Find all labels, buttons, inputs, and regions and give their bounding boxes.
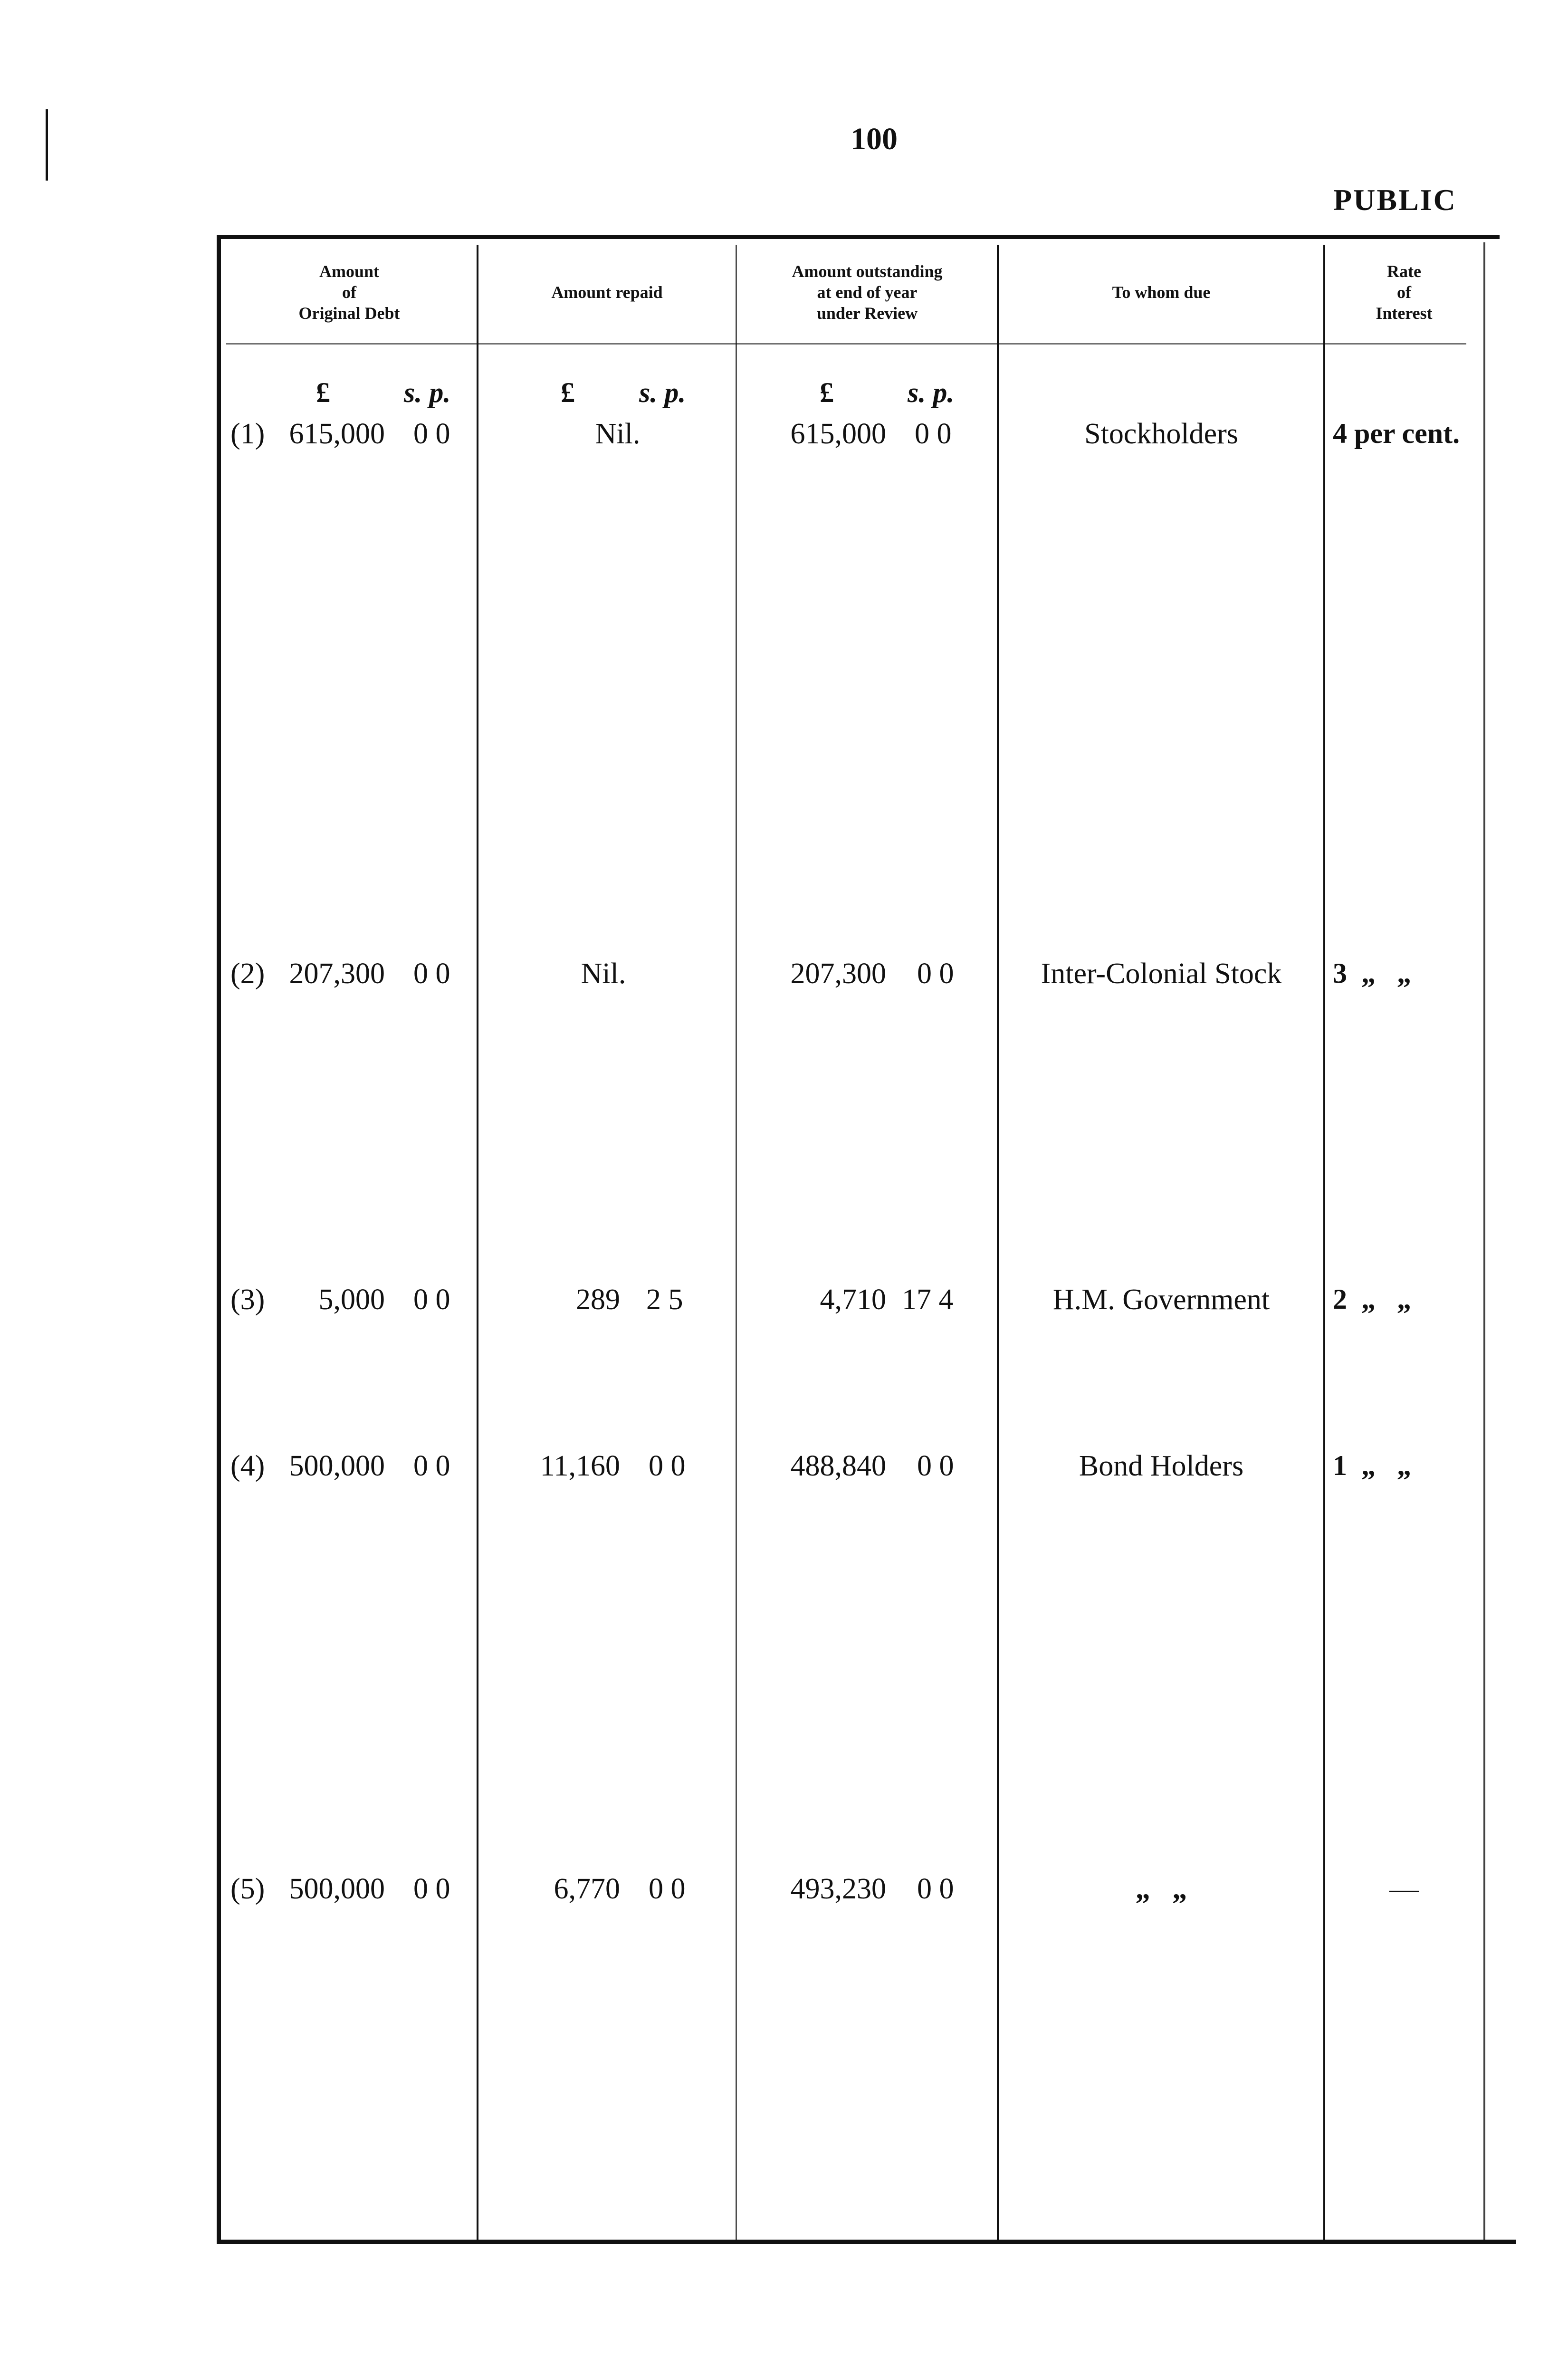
margin-mark (46, 109, 48, 181)
row-index: (5) (230, 1873, 265, 1905)
pound-sign-outstanding: £ (820, 377, 834, 408)
header-amount-outstanding: Amount outstanding at end of year under Review (792, 262, 943, 323)
original-sp: 0 0 (413, 1450, 450, 1482)
to-whom-due: H.M. Government (1052, 1284, 1270, 1316)
pound-sign-repaid: £ (561, 377, 575, 408)
sp-label-original: s. p. (404, 377, 451, 408)
original-sp: 0 0 (413, 418, 450, 450)
outstanding-sp: 0 0 (915, 418, 952, 450)
table-left-rule (217, 235, 221, 2244)
pound-sign-original: £ (316, 377, 330, 408)
outstanding-sp: 17 4 (902, 1284, 954, 1316)
outstanding-pounds: 4,710 (820, 1284, 886, 1316)
repaid-pounds: 11,160 (540, 1450, 620, 1482)
outstanding-sp: 0 0 (917, 1873, 954, 1905)
rate-of-interest: 1 „ „ (1333, 1450, 1411, 1481)
running-head: PUBLIC (1333, 183, 1457, 217)
outstanding-sp: 0 0 (917, 958, 954, 990)
header-bottom-rule (226, 343, 1466, 345)
repaid-pounds: 289 (576, 1284, 620, 1316)
repaid-sp: 2 5 (646, 1284, 683, 1316)
header-to-whom-due: To whom due (1112, 283, 1211, 302)
table-top-rule (217, 235, 1500, 239)
col-divider-3 (997, 245, 999, 2241)
original-pounds: 207,300 (289, 958, 385, 990)
page-number: 100 (851, 122, 898, 156)
col-divider-2 (736, 245, 737, 2241)
rate-of-interest: 2 „ „ (1333, 1284, 1411, 1315)
original-pounds: 615,000 (289, 418, 385, 450)
to-whom-due: Inter-Colonial Stock (1041, 958, 1282, 990)
header-original-debt: Amount of Original Debt (298, 262, 400, 323)
to-whom-due: Bond Holders (1079, 1450, 1244, 1482)
row-index: (3) (230, 1284, 265, 1316)
table-bottom-rule (217, 2240, 1516, 2244)
to-whom-due: „ „ (1135, 1873, 1187, 1905)
original-pounds: 500,000 (289, 1450, 385, 1482)
original-sp: 0 0 (413, 958, 450, 990)
repaid-pounds: Nil. (581, 958, 626, 990)
original-sp: 0 0 (413, 1284, 450, 1316)
row-index: (1) (230, 418, 265, 450)
sp-label-repaid: s. p. (639, 377, 686, 408)
original-pounds: 5,000 (318, 1284, 385, 1316)
rate-of-interest: — (1389, 1873, 1419, 1905)
repaid-pounds: Nil. (595, 418, 641, 450)
outstanding-pounds: 615,000 (790, 418, 886, 450)
rate-of-interest: 4 per cent. (1333, 418, 1460, 449)
col-divider-1 (477, 245, 478, 2241)
repaid-sp: 0 0 (649, 1873, 686, 1905)
repaid-pounds: 6,770 (554, 1873, 620, 1905)
col-divider-4 (1323, 245, 1325, 2241)
outstanding-sp: 0 0 (917, 1450, 954, 1482)
repaid-sp: 0 0 (649, 1450, 686, 1482)
header-amount-repaid: Amount repaid (551, 283, 663, 302)
header-rate-of-interest: Rate of Interest (1376, 262, 1433, 323)
rate-of-interest: 3 „ „ (1333, 958, 1411, 989)
outstanding-pounds: 488,840 (790, 1450, 886, 1482)
row-index: (4) (230, 1450, 265, 1482)
original-pounds: 500,000 (289, 1873, 385, 1905)
outstanding-pounds: 207,300 (790, 958, 886, 990)
sp-label-outstanding: s. p. (908, 377, 955, 408)
row-index: (2) (230, 958, 265, 990)
outstanding-pounds: 493,230 (790, 1873, 886, 1905)
col-divider-5 (1483, 242, 1485, 2241)
original-sp: 0 0 (413, 1873, 450, 1905)
to-whom-due: Stockholders (1084, 418, 1238, 450)
